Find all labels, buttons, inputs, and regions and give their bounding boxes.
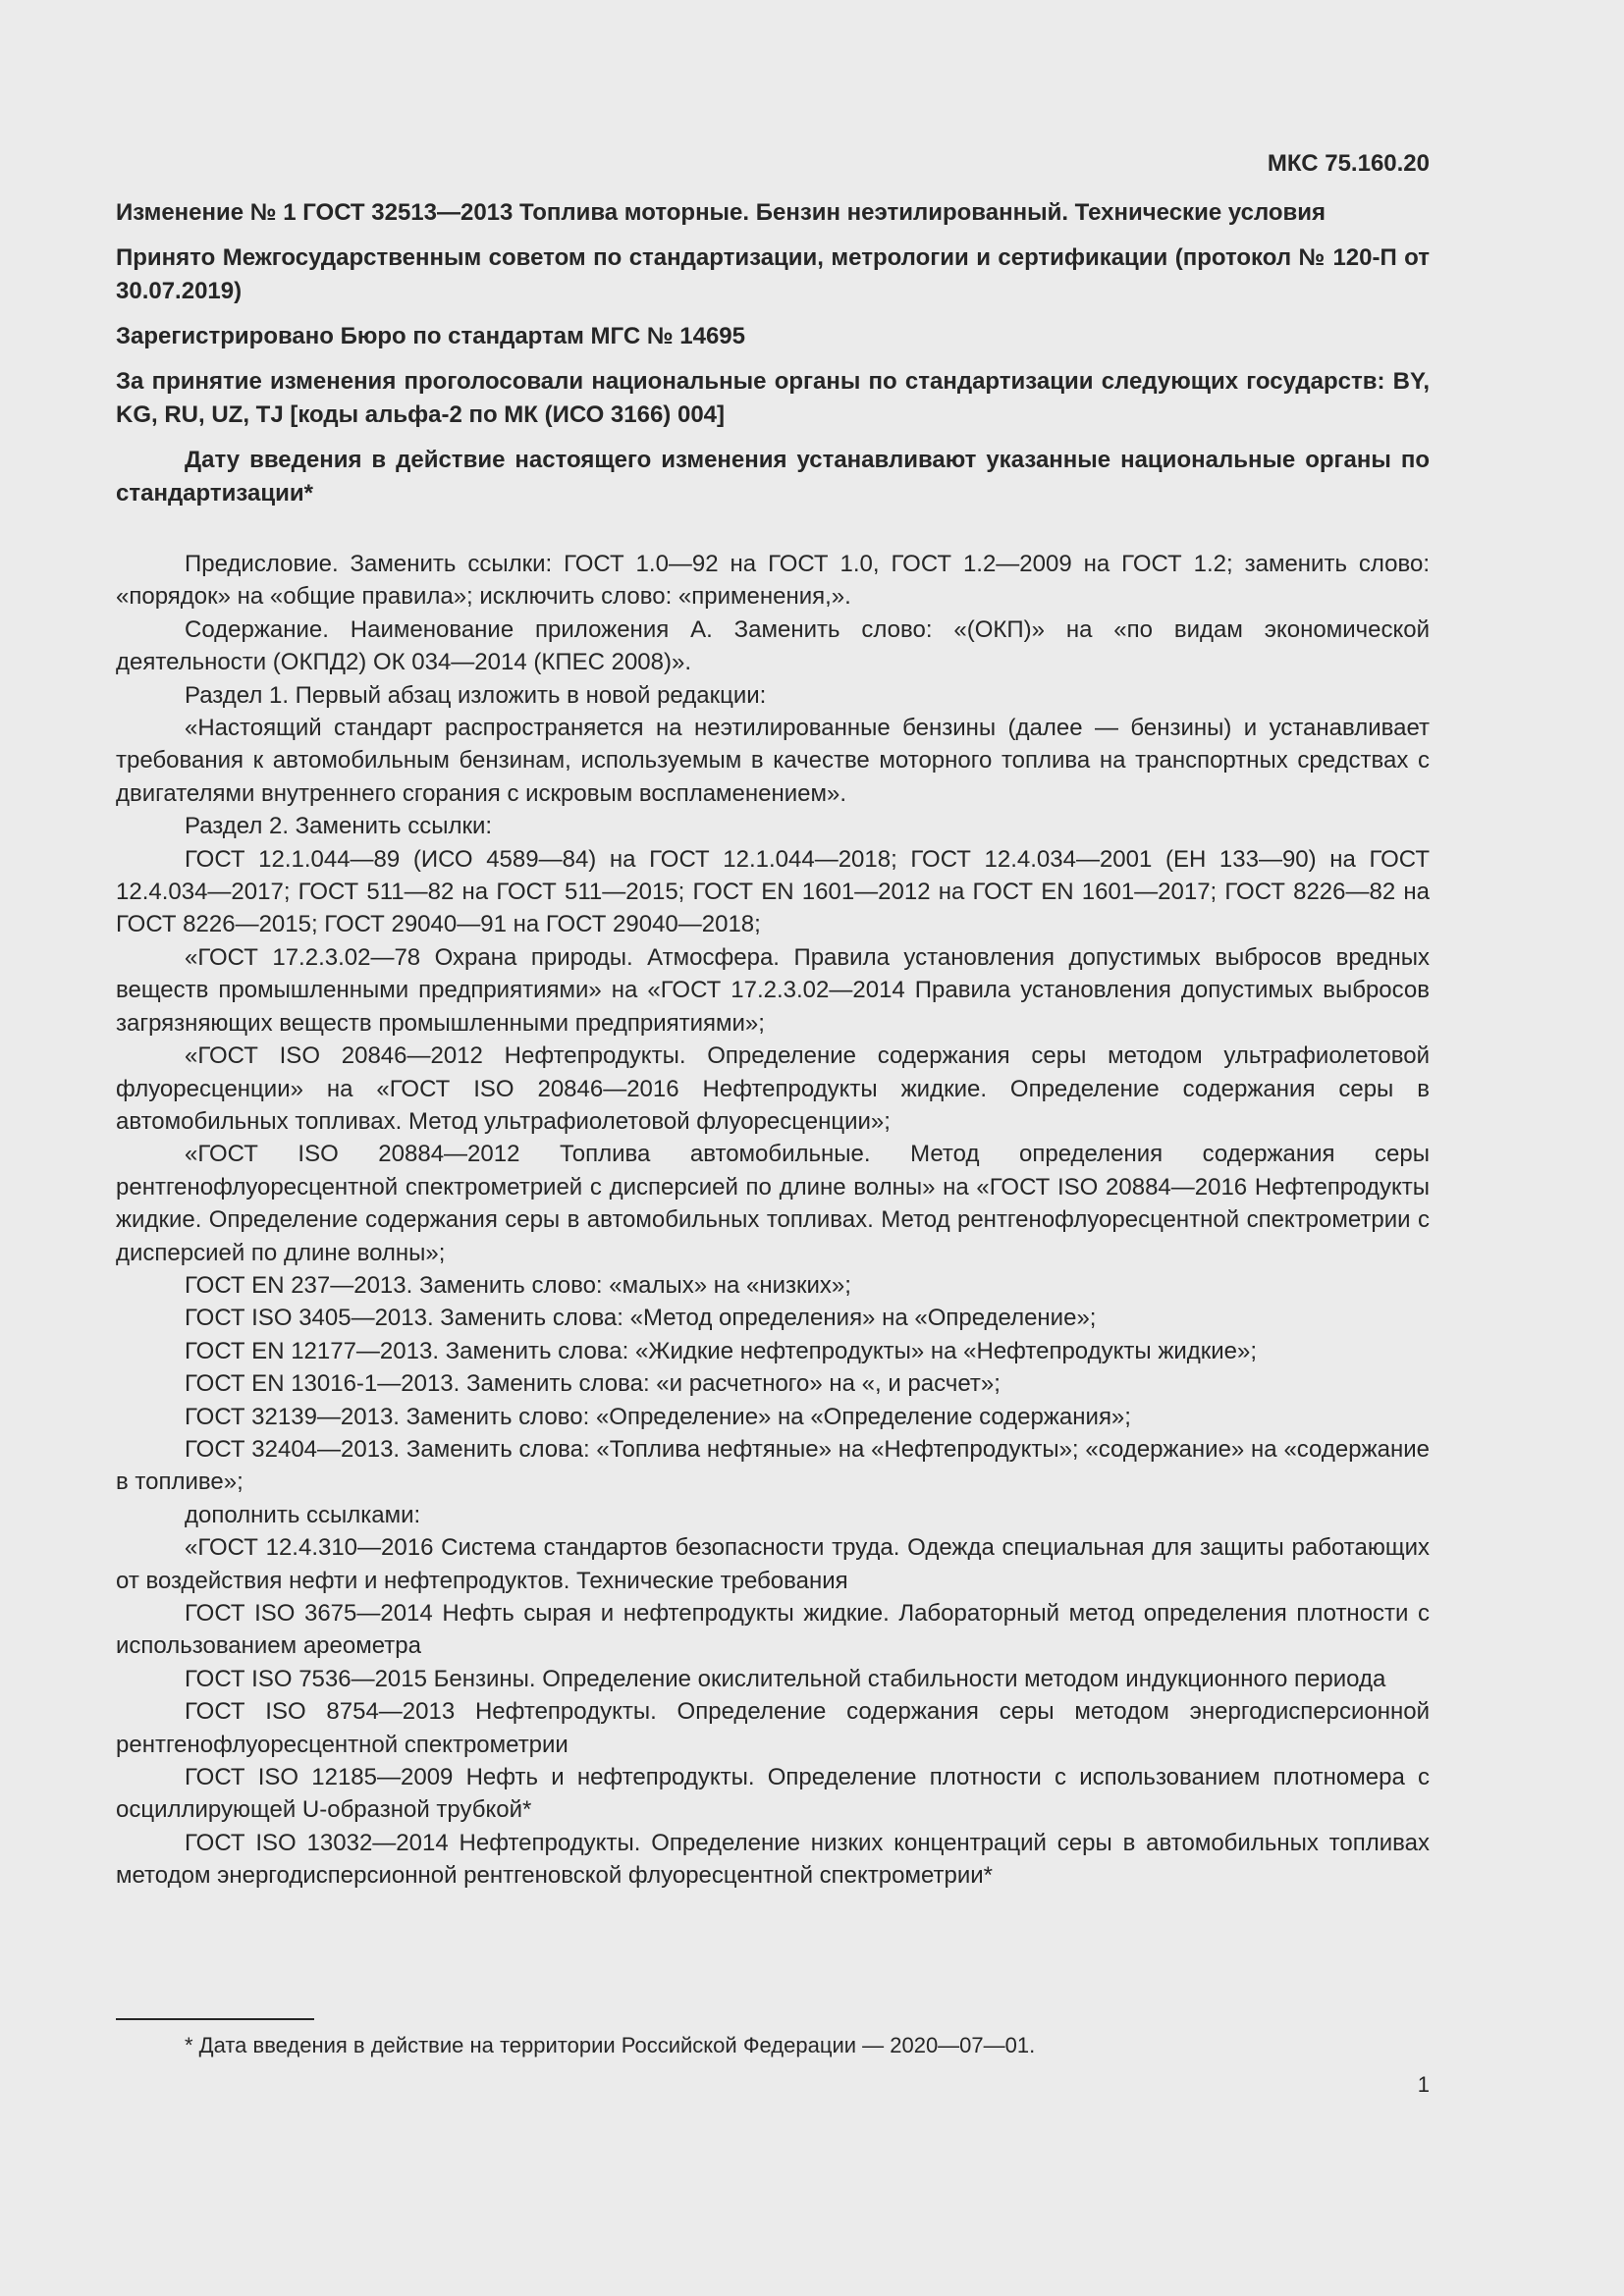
registration-statement: Зарегистрировано Бюро по стандартам МГС № 14695 bbox=[116, 323, 745, 349]
footnote-divider bbox=[116, 2018, 314, 2020]
paragraph: ГОСТ 12.1.044—89 (ИСО 4589—84) на ГОСТ 12.1.044—2018; ГОСТ 12.4.034—2001 (ЕН 133—90) на ГОСТ 12.4.034—2017; ГОСТ 511—82 на ГОСТ 511—2015; ГОСТ EN 1601—2012 на ГОСТ EN 1601—2017; ГОСТ 8226—82 на ГОСТ 8226—2015; ГОСТ 29040—91 на ГОСТ 29040—2018; bbox=[116, 845, 1430, 938]
footnote: * Дата введения в действие на территории Российской Федерации — 2020—07—01. bbox=[185, 2033, 1036, 2057]
paragraph: ГОСТ EN 237—2013. Заменить слово: «малых» на «низких»; bbox=[185, 1271, 851, 1299]
paragraph: «Настоящий стандарт распространяется на неэтилированные бензины (далее — бензины) и устанавливает требования к автомобильным бензинам, используемым в качестве моторного топлива на транспортных средствах с двигателями внутреннего сгорания с искровым воспламенением». bbox=[116, 715, 1430, 807]
adopted-statement: Принято Межгосударственным советом по стандартизации, метрологии и сертификации (протокол № 120-П от 30.07.2019) bbox=[116, 244, 1430, 304]
paragraph: ГОСТ ISO 13032—2014 Нефтепродукты. Определение низких концентраций серы в автомобильных топливах методом энергодисперсионной рентгеновской флуоресцентной спектрометрии* bbox=[116, 1829, 1430, 1890]
paragraph: дополнить ссылками: bbox=[185, 1501, 421, 1528]
paragraph: «ГОСТ ISO 20846—2012 Нефтепродукты. Определение содержания серы методом ультрафиолетовой флуоресценции» на «ГОСТ ISO 20846—2016 Нефтепродукты жидкие. Определение содержания серы в автомобильных топливах. Метод ультрафиолетовой флуоресценции»; bbox=[116, 1042, 1430, 1135]
paragraph: ГОСТ ISO 3675—2014 Нефть сырая и нефтепродукты жидкие. Лабораторный метод определения плотности с использованием ареометра bbox=[116, 1600, 1430, 1660]
paragraph: ГОСТ EN 12177—2013. Заменить слова: «Жидкие нефтепродукты» на «Нефтепродукты жидкие»; bbox=[185, 1337, 1258, 1364]
paragraph: ГОСТ EN 13016-1—2013. Заменить слова: «и расчетного» на «, и расчет»; bbox=[185, 1370, 1001, 1398]
paragraph: ГОСТ ISO 7536—2015 Бензины. Определение окислительной стабильности методом индукционного периода bbox=[185, 1665, 1386, 1692]
paragraph: «ГОСТ 12.4.310—2016 Система стандартов безопасности труда. Одежда специальная для защиты работающих от воздействия нефти и нефтепродуктов. Технические требования bbox=[116, 1534, 1430, 1594]
paragraph: ГОСТ ISO 3405—2013. Заменить слова: «Метод определения» на «Определение»; bbox=[185, 1305, 1097, 1332]
page-number: 1 bbox=[1417, 2072, 1430, 2097]
amendment-title: Изменение № 1 ГОСТ 32513—2013 Топлива моторные. Бензин неэтилированный. Технические условия bbox=[116, 199, 1326, 226]
voting-statement: За принятие изменения проголосовали национальные органы по стандартизации следующих государств: BY, KG, RU, UZ, TJ [коды альфа-2 по МК (ИСО 3166) 004] bbox=[116, 368, 1430, 428]
effective-date-statement: Дату введения в действие настоящего изменения устанавливают указанные национальные органы по стандартизации* bbox=[116, 447, 1430, 507]
page-content bbox=[116, 147, 1430, 1893]
paragraph: ГОСТ ISO 8754—2013 Нефтепродукты. Определение содержания серы методом энергодисперсионной рентгенофлуоресцентной спектрометрии bbox=[116, 1698, 1430, 1758]
paragraph: Содержание. Наименование приложения А. Заменить слово: «(ОКП)» на «по видам экономической деятельности (ОКПД2) ОК 034—2014 (КПЕС 2008)». bbox=[116, 615, 1430, 676]
paragraph: ГОСТ ISO 12185—2009 Нефть и нефтепродукты. Определение плотности с использованием плотномера с осциллирующей U-образной трубкой* bbox=[116, 1764, 1430, 1824]
amendment-body bbox=[116, 548, 1430, 1893]
paragraph: Раздел 2. Заменить ссылки: bbox=[185, 813, 493, 840]
paragraph: ГОСТ 32404—2013. Заменить слова: «Топлива нефтяные» на «Нефтепродукты»; «содержание» на «содержание в топливе»; bbox=[116, 1435, 1430, 1496]
mks-code: МКС 75.160.20 bbox=[1267, 150, 1430, 177]
paragraph: Раздел 1. Первый абзац изложить в новой редакции: bbox=[185, 681, 767, 709]
paragraph: Предисловие. Заменить ссылки: ГОСТ 1.0—92 на ГОСТ 1.0, ГОСТ 1.2—2009 на ГОСТ 1.2; заменить слово: «порядок» на «общие правила»; исключить слово: «применения,». bbox=[116, 551, 1430, 611]
paragraph: «ГОСТ ISO 20884—2012 Топлива автомобильные. Метод определения содержания серы рентгенофлуоресцентной спектрометрией с дисперсией по длине волны» на «ГОСТ ISO 20884—2016 Нефтепродукты жидкие. Определение содержания серы в автомобильных топливах. Метод рентгенофлуоресцентной спектрометрии с дисперсией по длине волны»; bbox=[116, 1141, 1430, 1266]
paragraph: ГОСТ 32139—2013. Заменить слово: «Определение» на «Определение содержания»; bbox=[185, 1403, 1131, 1430]
paragraph: «ГОСТ 17.2.3.02—78 Охрана природы. Атмосфера. Правила установления допустимых выбросов вредных веществ промышленными предприятиями» на «ГОСТ 17.2.3.02—2014 Правила установления допустимых выбросов загрязняющих веществ промышленными предприятиями»; bbox=[116, 943, 1430, 1037]
